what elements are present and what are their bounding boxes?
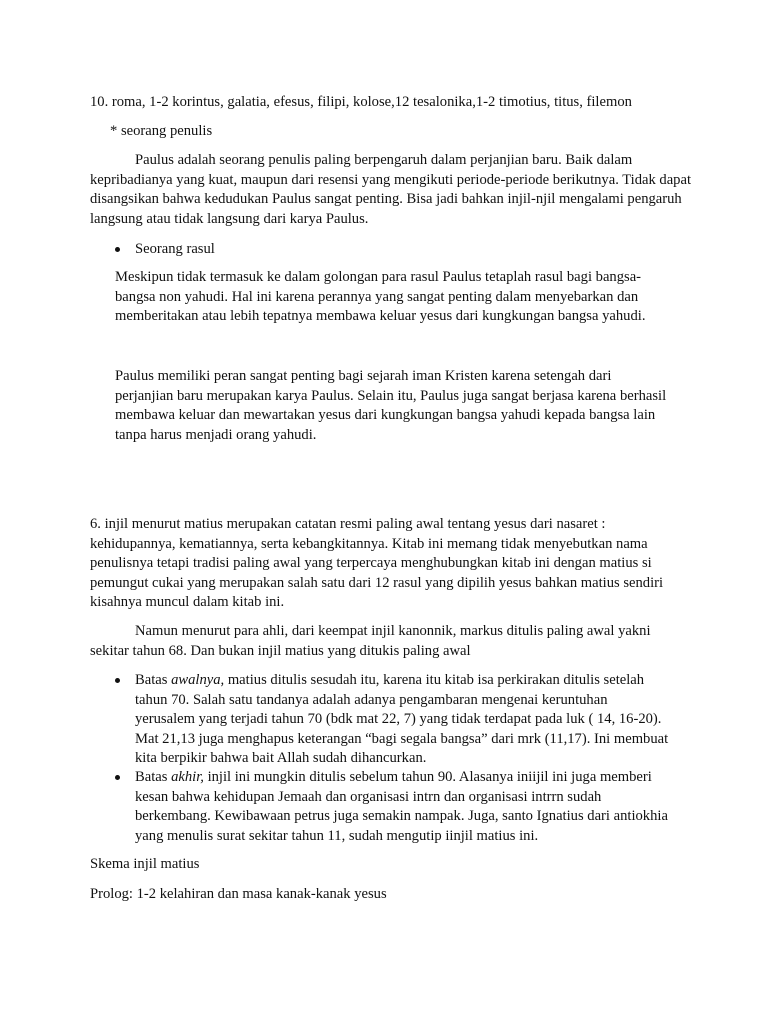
bullet-dot-icon — [115, 775, 120, 780]
bullet-akhir-italic: akhir, — [171, 769, 204, 785]
section-6-intro: 6. injil menurut matius merupakan catatan resmi paling awal tentang yesus dari nasaret : kehidupannya, kematiannya, serta kebangkitannya. Kitab ini memang tidak menyebutkan nama penulisnya tetapi tradisi paling awal yang terpercaya menghubungkan kitab ini dengan matius si pemungut cukai yang merupakan salah satu dari 12 rasul yang dipilih yesus bahkan matius sendiri kisahnya muncul dalam kitab ini. — [90, 516, 664, 611]
bullet-akhir-text — [135, 768, 670, 846]
bullet-akhir-prefix: Batas — [135, 769, 172, 785]
paragraph-rasul: Meskipun tidak termasuk ke dalam golongan para rasul Paulus tetaplah rasul bagi bangsa-bangsa non yahudi. Hal ini karena perannya yang sangat penting dalam menyebarkan dan memberitakan atau lebih tepatnya membawa keluar yesus dari kungkungan bangsa yahudi. — [115, 269, 646, 325]
bullet-label: Seorang rasul — [135, 241, 215, 257]
bullet-awal-text — [135, 671, 670, 769]
prolog-line: Prolog: 1-2 kelahiran dan masa kanak-kanak yesus — [90, 886, 387, 902]
skema-heading: Skema injil matius — [90, 856, 200, 872]
bullet-akhir-body: injil ini mungkin ditulis sebelum tahun 90. Alasanya iniijil ini juga memberi kesan bahwa kehidupan Jemaah dan organisasi intrn dan organisasi intrrn sudah berkembang. Kewibawaan petrus juga semakin nampak. Juga, santo Ignatius dari antiokhia yang menulis surat sekitar tahun 11, sudah mengutip iinjil matius ini. — [135, 769, 668, 844]
paragraph-penulis: Paulus adalah seorang penulis paling berpengaruh dalam perjanjian baru. Baik dalam kepribadianya yang kuat, maupun dari resensi yang mengikuti periode-periode berikutnya. Tidak dapat disangsikan bahwa kedudukan Paulus sangat penting. Bisa jadi bahkan injil-njil mengalami pengaruh langsung atau tidak langsung dari karya Paulus. — [90, 152, 692, 227]
bullet-dot-icon — [115, 678, 120, 683]
section-10-heading: 10. roma, 1-2 korintus, galatia, efesus, filipi, kolose,12 tesalonika,1-2 timotius, titus, filemon — [90, 94, 632, 110]
bullet-awal-italic: awalnya, — [171, 672, 225, 688]
paragraph-peran-paulus: Paulus memiliki peran sangat penting bagi sejarah iman Kristen karena setengah dari perjanjian baru merupakan karya Paulus. Selain itu, Paulus juga sangat berjasa karena berhasil membawa keluar dan mewartakan yesus dari kungkungan bangsa yahudi kepada bangsa lain tanpa harus menjadi orang yahudi. — [115, 368, 667, 443]
bullet-awal-body: matius ditulis sesudah itu, karena itu kitab isa perkirakan ditulis setelah tahun 70. Salah satu tandanya adalah adanya pengambaran mengenai keruntuhan yerusalem yang terjadi tahun 70 (bdk mat 22, 7) yang tidak terdapat pada luk ( 14, 16-20). Mat 21,13 juga menghapus keterangan “bagi segala bangsa” dari mrk (11,17). Ini membuat kita berpikir bahwa bait Allah sudah dihancurkan. — [135, 672, 669, 767]
bullet-awal-prefix: Batas — [135, 672, 172, 688]
paragraph-para-ahli: Namun menurut para ahli, dari keempat injil kanonnik, markus ditulis paling awal yakni sekitar tahun 68. Dan bukan injil matius yang ditukis paling awal — [90, 623, 651, 659]
bullet-dot-icon — [115, 247, 120, 252]
subheading-seorang-penulis: * seorang penulis — [110, 123, 213, 139]
